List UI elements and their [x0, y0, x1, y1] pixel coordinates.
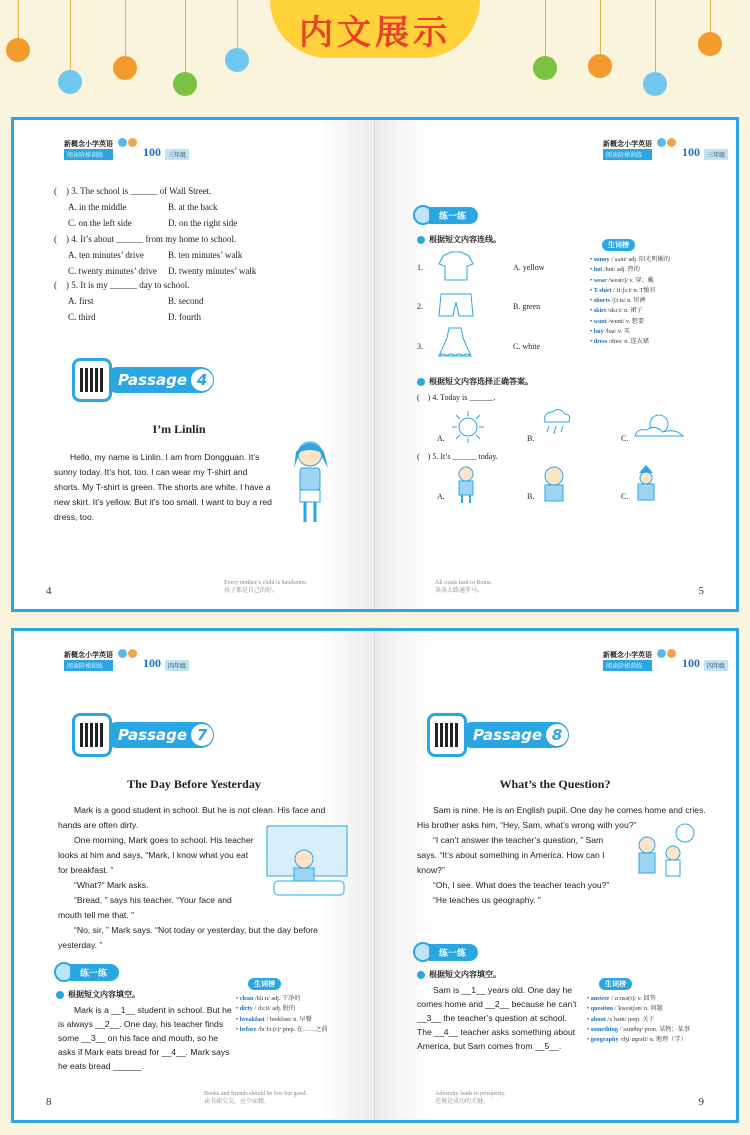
- passage-number: 8: [546, 724, 568, 746]
- proverb: Books and friends should be few but good. 读书如交友，应少而精。: [204, 1091, 307, 1105]
- option-b: B.: [527, 492, 535, 501]
- balloon-decoration: [173, 72, 197, 96]
- child-cold-picture: [631, 465, 661, 505]
- vocab-header: 生词榜: [599, 978, 632, 990]
- page-5: [375, 120, 736, 609]
- option: C. twenty minutes’ drive: [68, 266, 157, 276]
- question-text: It’s about ______ from my home to school.: [80, 234, 237, 244]
- brand-line2: 阅读阶梯训练: [64, 149, 113, 160]
- banner-title: 内文展示: [270, 0, 480, 58]
- passage-badge: [427, 713, 575, 757]
- option: A. in the middle: [68, 202, 127, 212]
- instruction-choose: 根据短文内容选择正确答案。: [417, 376, 533, 387]
- brand-line1: 新概念小学英语: [603, 140, 652, 148]
- option: B. at the back: [168, 202, 218, 212]
- question-text: The school is ______ of Wall Street.: [80, 186, 212, 196]
- passage-label: Passage: [118, 726, 188, 744]
- brand-header: [64, 138, 189, 160]
- instruction-fill: 根据短文内容填空。: [417, 969, 501, 980]
- cloze-text: Sam is __1__ years old. One day he comes home and __2__ because he can’t __3__ the teacher’s question at school. The __4__ teacher asks something about America, but Sam comes from __5__.: [417, 985, 577, 1051]
- vocab-item: • sunny /ˈsʌni/ adj. 阳光明媚的: [590, 256, 671, 263]
- passage-title: The Day Before Yesterday: [127, 777, 261, 791]
- kids-icon: [656, 138, 678, 160]
- brothers-illustration: [623, 819, 701, 893]
- practice-tag: [54, 963, 119, 981]
- option: D. fourth: [168, 312, 201, 322]
- page-number: 5: [698, 585, 704, 597]
- brand-header: [603, 138, 728, 160]
- option: C. third: [68, 312, 96, 322]
- passage-label: Passage: [473, 726, 543, 744]
- page-number: 4: [46, 585, 52, 597]
- passage-body: Mark is a good student in school. But he is not clean. His face and hands are often dirty. One morning, Mark goes to school. His teacher looks at him and says, “Mark, I know what you eat for breakfast. ” “What?” Mark asks. “Bread, ” says his teacher. “Your face and mouth tell me that. ” “No, sir, ” Mark says. “Not today or yesterday, but the day before yesterday. ”: [58, 805, 326, 950]
- qr-code-icon[interactable]: [427, 713, 467, 757]
- brand-grade: 三年级: [165, 149, 189, 160]
- option-a: A.: [437, 492, 445, 501]
- brand-line1: 新概念小学英语: [64, 140, 113, 148]
- match-color: C. white: [513, 342, 541, 351]
- vocab-header: 生词榜: [602, 239, 635, 251]
- passage-body: Hello, my name is Linlin. I am from Dongguan. It’s sunny today. It’s hot, too. I can wear my T-shirt and shorts. My T-shirt is green. The shorts are white. I have a new skirt. It’s yellow. But it’s too small. I want to buy a red dress, too.: [54, 452, 272, 522]
- balloon-decoration: [225, 48, 249, 72]
- question-5: ( ) 5. It’s ______ today.: [417, 452, 498, 461]
- brand-grade: 四年级: [165, 660, 189, 671]
- vocab-item: • skirt /skɜːt/ n. 裙子: [590, 307, 643, 315]
- question-prefix: ( ) 5.: [54, 280, 78, 290]
- kids-icon: [656, 649, 678, 671]
- option: B. ten minutes’ walk: [168, 250, 243, 260]
- passage-number: 7: [191, 724, 213, 746]
- vocab-header: 生词榜: [248, 978, 281, 990]
- option: B. second: [168, 296, 204, 306]
- passage-badge: [72, 358, 220, 402]
- option-a: A.: [437, 434, 445, 443]
- vocab-item: • question /ˈkwestʃən/ n. 问题: [587, 1005, 663, 1013]
- instruction-match: 根据短文内容连线。: [417, 234, 501, 245]
- cloze-text: Mark is a __1__ student in school. But he is always __2__. One day, his teacher finds some __3__ on his face and mouth, so he asks if Mark eats bread for __4__. Mark says he eats bread ______.: [58, 1005, 232, 1071]
- vocab-item: • before /bɪˈfɔː(r)/ prep. 在……之前: [236, 1025, 328, 1033]
- vocab-item: • want /wɒnt/ v. 想要: [590, 317, 645, 325]
- passage-number: 4: [191, 369, 213, 391]
- vocab-item: • answer /ˈɑːnsə(r)/ v. 回答: [587, 995, 656, 1002]
- vocab-item: • wear /weə(r)/ v. 穿；戴: [590, 276, 654, 284]
- child-sunny-picture: [539, 465, 569, 505]
- option: A. ten minutes’ drive: [68, 250, 144, 260]
- question-text: It is my ______ day to school.: [80, 280, 190, 290]
- question-4: ( ) 4. Today is ______.: [417, 393, 496, 402]
- practice-label: 练一练: [429, 944, 478, 961]
- proverb: Every mother’s child is handsome. 孩子都是自己的好。: [224, 580, 308, 594]
- kids-icon: [117, 649, 139, 671]
- page-4: [14, 120, 375, 609]
- book-spread-2: [11, 628, 739, 1123]
- option-c: C.: [621, 492, 629, 501]
- brand-grade: 三年级: [704, 149, 728, 160]
- match-item-number: 3.: [417, 342, 423, 351]
- match-item-number: 1.: [417, 263, 423, 272]
- question-prefix: ( ) 4.: [54, 234, 78, 244]
- question-4: [54, 232, 288, 278]
- passage-badge: [72, 713, 220, 757]
- sun-cloud-icon: [631, 410, 687, 440]
- vocab-item: • about /əˈbaʊt/ prep. 关于: [587, 1015, 655, 1023]
- qr-code-icon[interactable]: [72, 358, 112, 402]
- brand-number: 100: [682, 656, 700, 670]
- practice-tag: [413, 206, 478, 224]
- brand-line2: 阅读阶梯训练: [64, 660, 113, 671]
- vocab-item: • clean /kliːn/ adj. 干净的: [236, 995, 301, 1002]
- match-color: B. green: [513, 302, 541, 311]
- question-5: [54, 278, 288, 324]
- option-b: B.: [527, 434, 535, 443]
- vocab-item: • breakfast /ˈbrekfəst/ n. 早餐: [236, 1015, 312, 1023]
- vocab-item: • buy /baɪ/ v. 买: [590, 328, 630, 336]
- vocab-item: • shorts /ʃɔːts/ n. 短裤: [590, 297, 646, 305]
- practice-tag: [413, 943, 478, 961]
- balloon-decoration: [698, 32, 722, 56]
- practice-label: 练一练: [429, 207, 478, 224]
- proverb: Adversity leads to prosperity. 逆境是成功的关键。: [435, 1091, 506, 1105]
- passage-title: What’s the Question?: [499, 777, 611, 791]
- vocab-item: • geography /dʒiˈɒɡrəfi/ n. 地理（学）: [587, 1036, 687, 1044]
- question-prefix: ( ) 3.: [54, 186, 78, 196]
- passage-title: I’m Linlin: [152, 422, 206, 436]
- sun-icon: [451, 410, 485, 444]
- tshirt-picture: [437, 250, 475, 282]
- balloon-decoration: [6, 38, 30, 62]
- page-number: 9: [698, 1096, 704, 1108]
- vocab-box: [590, 234, 698, 348]
- option-c: C.: [621, 434, 629, 443]
- practice-label: 练一练: [70, 964, 119, 981]
- question-3: [54, 184, 288, 230]
- instruction-fill: 根据短文内容填空。: [56, 989, 140, 1000]
- brand-number: 100: [143, 656, 161, 670]
- passage-body: Sam is nine. He is an English pupil. One day he comes home and cries. His brother asks him, “Hey, Sam, what’s wrong with you?” “I can’t answer the teacher’s question, ” Sam says. “It’s about something in America. How can I know?” “Oh, I see. What does the teacher teach you?” “He teaches us geography. ”: [417, 805, 706, 905]
- dress-picture: [435, 326, 475, 360]
- rain-cloud-icon: [539, 406, 573, 442]
- balloon-decoration: [533, 56, 557, 80]
- match-color: A. yellow: [513, 263, 545, 272]
- girl-illustration: [282, 438, 338, 528]
- proverb: All roads lead to Rome. 条条大路通罗马。: [435, 580, 493, 594]
- book-spread-1: [11, 117, 739, 612]
- option: D. on the right side: [168, 218, 238, 228]
- shorts-picture: [437, 290, 475, 318]
- kids-icon: [117, 138, 139, 160]
- option: C. on the left side: [68, 218, 132, 228]
- brand-grade: 四年级: [704, 660, 728, 671]
- brand-line2: 阅读阶梯训练: [603, 149, 652, 160]
- page-8: [14, 631, 375, 1120]
- vocab-item: • something /ˈsʌmθɪŋ/ pron. 某物；某事: [587, 1025, 690, 1033]
- brand-header: [603, 649, 728, 671]
- vocab-item: • dress /dres/ n. 连衣裙: [590, 338, 649, 346]
- vocab-item: • hot /hɒt/ adj. 热的: [590, 266, 640, 274]
- brand-line1: 新概念小学英语: [603, 651, 652, 659]
- page-number: 8: [46, 1096, 52, 1108]
- match-item-number: 2.: [417, 302, 423, 311]
- brand-number: 100: [143, 145, 161, 159]
- vocab-item: • T-shirt /ˈtiːʃɜːt/ n. T恤衫: [590, 286, 656, 294]
- child-hot-picture: [451, 465, 481, 505]
- balloon-decoration: [643, 72, 667, 96]
- option: D. twenty minutes’ walk: [168, 266, 257, 276]
- vocab-item: • dirty /ˈdɜːti/ adj. 脏的: [236, 1005, 296, 1013]
- vocab-box: [587, 973, 695, 1045]
- balloon-decoration: [58, 70, 82, 94]
- option: A. first: [68, 296, 94, 306]
- brand-line1: 新概念小学英语: [64, 651, 113, 659]
- brand-number: 100: [682, 145, 700, 159]
- vocab-box: [236, 973, 344, 1035]
- page-9: [375, 631, 736, 1120]
- balloon-decoration: [588, 54, 612, 78]
- balloon-decoration: [113, 56, 137, 80]
- qr-code-icon[interactable]: [72, 713, 112, 757]
- promo-banner: [0, 0, 750, 112]
- brand-line2: 阅读阶梯训练: [603, 660, 652, 671]
- brand-header: [64, 649, 189, 671]
- passage-label: Passage: [118, 371, 188, 389]
- boy-room-illustration: [266, 825, 348, 899]
